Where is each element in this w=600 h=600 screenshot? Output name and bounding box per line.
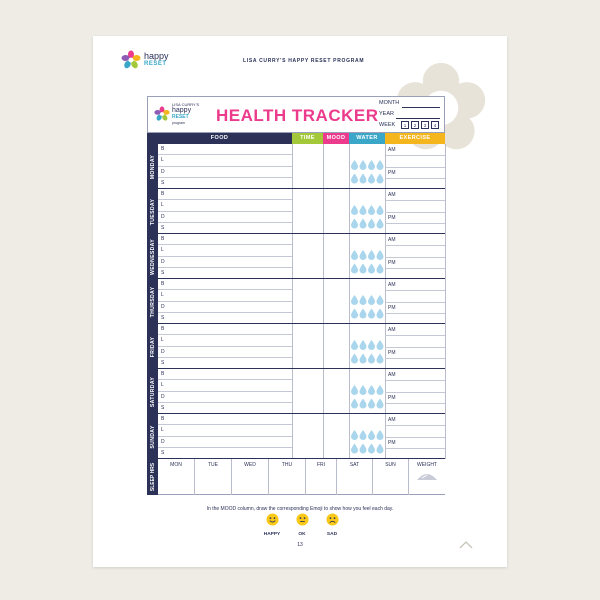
exercise-line xyxy=(385,245,445,246)
exercise-line xyxy=(385,155,445,156)
water-drop-icon[interactable] xyxy=(368,219,375,229)
day-block-wednesday xyxy=(147,234,445,279)
mood-ok xyxy=(287,513,317,537)
week-box-2[interactable]: 2 xyxy=(411,121,419,129)
year-label: YEAR xyxy=(379,111,394,117)
sleep-cell-tue[interactable]: TUE xyxy=(195,459,232,495)
water-drop-icon[interactable] xyxy=(351,295,358,305)
sleep-cell-sun[interactable]: SUN xyxy=(373,459,409,495)
tracker-page xyxy=(93,36,507,567)
meal-row-b[interactable]: B xyxy=(158,279,292,290)
tracker-logo-line1: LISA CURRY'S xyxy=(172,102,200,107)
exercise-line xyxy=(385,358,445,359)
water-column-header: WATER xyxy=(349,133,385,144)
day-label: THURSDAY xyxy=(149,286,156,317)
water-drop-icon[interactable] xyxy=(351,385,358,395)
water-drop-icon[interactable] xyxy=(368,264,375,274)
day-label: MONDAY xyxy=(149,154,156,179)
meal-row-d[interactable]: D xyxy=(158,302,292,313)
exercise-line xyxy=(385,268,445,269)
day-tab xyxy=(147,369,158,414)
day-tab xyxy=(147,279,158,324)
water-drop-icon[interactable] xyxy=(368,295,375,305)
exercise-line xyxy=(385,257,445,258)
tracker-logo-line4: program xyxy=(172,121,186,125)
water-drop-icon[interactable] xyxy=(360,385,367,395)
exercise-line xyxy=(385,403,445,404)
water-drop-icon[interactable] xyxy=(360,430,367,440)
weight-cell[interactable] xyxy=(409,459,445,495)
day-tab xyxy=(147,324,158,369)
flower-logo-icon xyxy=(154,106,170,122)
mood-instruction: In the MOOD column, draw the corresponding Emoji to show how you feel each day. xyxy=(206,506,394,512)
exercise-line xyxy=(385,335,445,336)
exercise-line xyxy=(385,223,445,224)
meal-row-d[interactable]: D xyxy=(158,392,292,403)
meal-row-l[interactable]: L xyxy=(158,245,292,256)
day-block-tuesday xyxy=(147,189,445,234)
meal-row-s[interactable]: S xyxy=(161,404,165,411)
meal-row-d[interactable]: D xyxy=(158,347,292,358)
water-drop-icon[interactable] xyxy=(351,264,358,274)
weight-label: WEIGHT xyxy=(417,462,437,468)
water-drop-icon[interactable] xyxy=(377,430,384,440)
water-drop-icon[interactable] xyxy=(351,174,358,184)
happy-face-icon xyxy=(266,513,279,526)
exercise-line xyxy=(385,380,445,381)
meal-row-s[interactable]: S xyxy=(161,224,165,231)
water-drop-icon[interactable] xyxy=(368,340,375,350)
exercise-am-label: AM xyxy=(388,282,396,288)
water-drop-icon[interactable] xyxy=(368,385,375,395)
water-drops[interactable] xyxy=(349,333,385,373)
water-drop-icon[interactable] xyxy=(377,219,384,229)
tracker-logo-line2: happy xyxy=(172,107,192,114)
exercise-am-label: AM xyxy=(388,327,396,333)
tracker-logo-line3: RESET xyxy=(172,114,189,120)
time-column-header: TIME xyxy=(292,133,323,144)
meal-row-b[interactable]: B xyxy=(158,324,292,335)
water-drop-icon[interactable] xyxy=(351,160,358,170)
mood-sad-label: SAD xyxy=(326,532,338,537)
health-tracker xyxy=(147,96,445,506)
water-drop-icon[interactable] xyxy=(351,309,358,319)
meal-row-s[interactable]: S xyxy=(161,269,165,276)
water-drops[interactable] xyxy=(349,198,385,238)
water-drop-icon[interactable] xyxy=(377,340,384,350)
meal-row-b[interactable]: B xyxy=(158,234,292,245)
sleep-row xyxy=(147,459,445,495)
tracker-logo xyxy=(154,102,199,126)
tracker-header xyxy=(147,96,445,133)
meal-row-s[interactable]: S xyxy=(161,179,165,186)
water-drop-icon[interactable] xyxy=(351,219,358,229)
program-title: LISA CURRY'S HAPPY RESET PROGRAM xyxy=(243,58,365,64)
day-label: SUNDAY xyxy=(149,424,156,449)
exercise-pm-label: PM xyxy=(388,305,396,311)
sleep-cell-thu[interactable]: THU xyxy=(269,459,306,495)
mood-happy-label: HAPPY xyxy=(263,532,281,537)
day-block-sunday xyxy=(147,414,445,459)
water-drop-icon[interactable] xyxy=(360,160,367,170)
water-drop-icon[interactable] xyxy=(377,174,384,184)
exercise-am-label: AM xyxy=(388,237,396,243)
exercise-pm-label: PM xyxy=(388,350,396,356)
water-drop-icon[interactable] xyxy=(351,444,358,454)
meal-row-d[interactable]: D xyxy=(158,167,292,178)
exercise-line xyxy=(385,302,445,303)
water-drop-icon[interactable] xyxy=(368,354,375,364)
meal-row-l[interactable]: L xyxy=(158,155,292,166)
water-drop-icon[interactable] xyxy=(377,399,384,409)
water-drop-icon[interactable] xyxy=(360,399,367,409)
water-drop-icon[interactable] xyxy=(368,250,375,260)
day-label: WEDNESDAY xyxy=(149,238,156,275)
exercise-line xyxy=(385,448,445,449)
exercise-line xyxy=(385,437,445,438)
month-field[interactable] xyxy=(402,107,440,108)
exercise-pm-label: PM xyxy=(388,260,396,266)
exercise-am-label: AM xyxy=(388,372,396,378)
sleep-cell-wed[interactable]: WED xyxy=(232,459,269,495)
week-box-3[interactable]: 3 xyxy=(421,121,429,129)
water-drop-icon[interactable] xyxy=(368,309,375,319)
exercise-am-label: AM xyxy=(388,192,396,198)
sad-face-icon xyxy=(326,513,339,526)
mood-happy xyxy=(257,513,287,537)
grid-line xyxy=(445,144,446,459)
water-drops[interactable] xyxy=(349,153,385,193)
exercise-line xyxy=(385,425,445,426)
water-drop-icon[interactable] xyxy=(368,399,375,409)
water-drops[interactable] xyxy=(349,243,385,283)
page-number: 13 xyxy=(297,542,303,548)
exercise-am-label: AM xyxy=(388,417,396,423)
happy-reset-logo xyxy=(121,50,169,70)
exercise-line xyxy=(385,212,445,213)
water-drop-icon[interactable] xyxy=(360,205,367,215)
water-drop-icon[interactable] xyxy=(377,385,384,395)
sleep-tab xyxy=(147,459,158,495)
water-drop-icon[interactable] xyxy=(360,264,367,274)
meal-row-d[interactable]: D xyxy=(158,257,292,268)
water-drop-icon[interactable] xyxy=(368,444,375,454)
month-label: MONTH xyxy=(379,100,400,106)
exercise-line xyxy=(385,200,445,201)
water-drop-icon[interactable] xyxy=(360,174,367,184)
water-drop-icon[interactable] xyxy=(360,250,367,260)
water-drop-icon[interactable] xyxy=(377,444,384,454)
exercise-line xyxy=(385,167,445,168)
water-drop-icon[interactable] xyxy=(377,205,384,215)
day-block-friday xyxy=(147,324,445,369)
exercise-column-header: EXERCISE xyxy=(385,133,445,144)
meal-row-l[interactable]: L xyxy=(158,425,292,436)
water-drop-icon[interactable] xyxy=(377,309,384,319)
scroll-up-chevron-icon[interactable] xyxy=(459,540,473,550)
meal-row-d[interactable]: D xyxy=(158,437,292,448)
day-block-thursday xyxy=(147,279,445,324)
week-box-4[interactable]: 4 xyxy=(431,121,439,129)
sleep-label: SLEEP HRS xyxy=(149,462,156,492)
mood-column-header: MOOD xyxy=(323,133,349,144)
water-drop-icon[interactable] xyxy=(351,430,358,440)
day-tab xyxy=(147,189,158,234)
mood-sad xyxy=(317,513,347,537)
sleep-cell-sat[interactable]: SAT xyxy=(337,459,373,495)
mood-legend xyxy=(257,513,347,537)
sleep-cell-fri[interactable]: FRI xyxy=(306,459,337,495)
water-drop-icon[interactable] xyxy=(368,430,375,440)
meal-row-d[interactable]: D xyxy=(158,212,292,223)
exercise-line xyxy=(385,313,445,314)
water-drop-icon[interactable] xyxy=(368,174,375,184)
water-drop-icon[interactable] xyxy=(360,444,367,454)
meal-row-b[interactable]: B xyxy=(158,414,292,425)
neutral-face-icon xyxy=(296,513,309,526)
day-label: TUESDAY xyxy=(149,198,156,225)
exercise-pm-label: PM xyxy=(388,440,396,446)
water-drop-icon[interactable] xyxy=(377,250,384,260)
week-box-1[interactable]: 1 xyxy=(401,121,409,129)
exercise-line xyxy=(385,178,445,179)
exercise-pm-label: PM xyxy=(388,215,396,221)
day-tab xyxy=(147,234,158,279)
mood-ok-label: OK xyxy=(298,532,306,537)
water-drop-icon[interactable] xyxy=(351,399,358,409)
water-drop-icon[interactable] xyxy=(377,160,384,170)
day-block-saturday xyxy=(147,369,445,414)
water-drop-icon[interactable] xyxy=(360,295,367,305)
meal-row-l[interactable]: L xyxy=(158,290,292,301)
water-drop-icon[interactable] xyxy=(377,264,384,274)
day-label: SATURDAY xyxy=(149,376,156,407)
logo-word: happy xyxy=(144,51,169,61)
page-title: HEALTH TRACKER xyxy=(216,106,379,125)
water-drop-icon[interactable] xyxy=(351,205,358,215)
day-tab xyxy=(147,144,158,189)
water-drop-icon[interactable] xyxy=(368,205,375,215)
meal-row-b[interactable]: B xyxy=(158,189,292,200)
water-drop-icon[interactable] xyxy=(351,250,358,260)
exercise-line xyxy=(385,392,445,393)
exercise-am-label: AM xyxy=(388,147,396,153)
water-drop-icon[interactable] xyxy=(360,340,367,350)
water-drop-icon[interactable] xyxy=(351,354,358,364)
water-drop-icon[interactable] xyxy=(351,340,358,350)
sleep-cell-mon[interactable]: MON xyxy=(158,459,195,495)
water-drops[interactable] xyxy=(349,378,385,418)
scale-icon xyxy=(416,471,438,481)
meal-row-l[interactable]: L xyxy=(158,200,292,211)
water-drop-icon[interactable] xyxy=(377,354,384,364)
logo-sub: RESET xyxy=(144,61,167,67)
water-drop-icon[interactable] xyxy=(368,160,375,170)
meal-row-b[interactable]: B xyxy=(158,144,292,155)
flower-logo-icon xyxy=(121,50,141,70)
water-drops[interactable] xyxy=(349,288,385,328)
day-block-monday xyxy=(147,144,445,189)
meal-row-s[interactable]: S xyxy=(161,449,165,456)
exercise-line xyxy=(385,347,445,348)
meal-row-s[interactable]: S xyxy=(161,359,165,366)
food-column-header: FOOD xyxy=(147,133,292,144)
day-tab xyxy=(147,414,158,459)
meal-row-b[interactable]: B xyxy=(158,369,292,380)
exercise-pm-label: PM xyxy=(388,170,396,176)
water-drop-icon[interactable] xyxy=(360,354,367,364)
exercise-line xyxy=(385,290,445,291)
day-label: FRIDAY xyxy=(149,336,156,357)
year-field[interactable] xyxy=(396,118,440,119)
water-drop-icon[interactable] xyxy=(377,295,384,305)
meal-row-s[interactable]: S xyxy=(161,314,165,321)
water-drop-icon[interactable] xyxy=(360,309,367,319)
exercise-pm-label: PM xyxy=(388,395,396,401)
water-drops[interactable] xyxy=(349,423,385,463)
water-drop-icon[interactable] xyxy=(360,219,367,229)
week-label: WEEK xyxy=(379,122,396,128)
meal-row-l[interactable]: L xyxy=(158,335,292,346)
meal-row-l[interactable]: L xyxy=(158,380,292,391)
